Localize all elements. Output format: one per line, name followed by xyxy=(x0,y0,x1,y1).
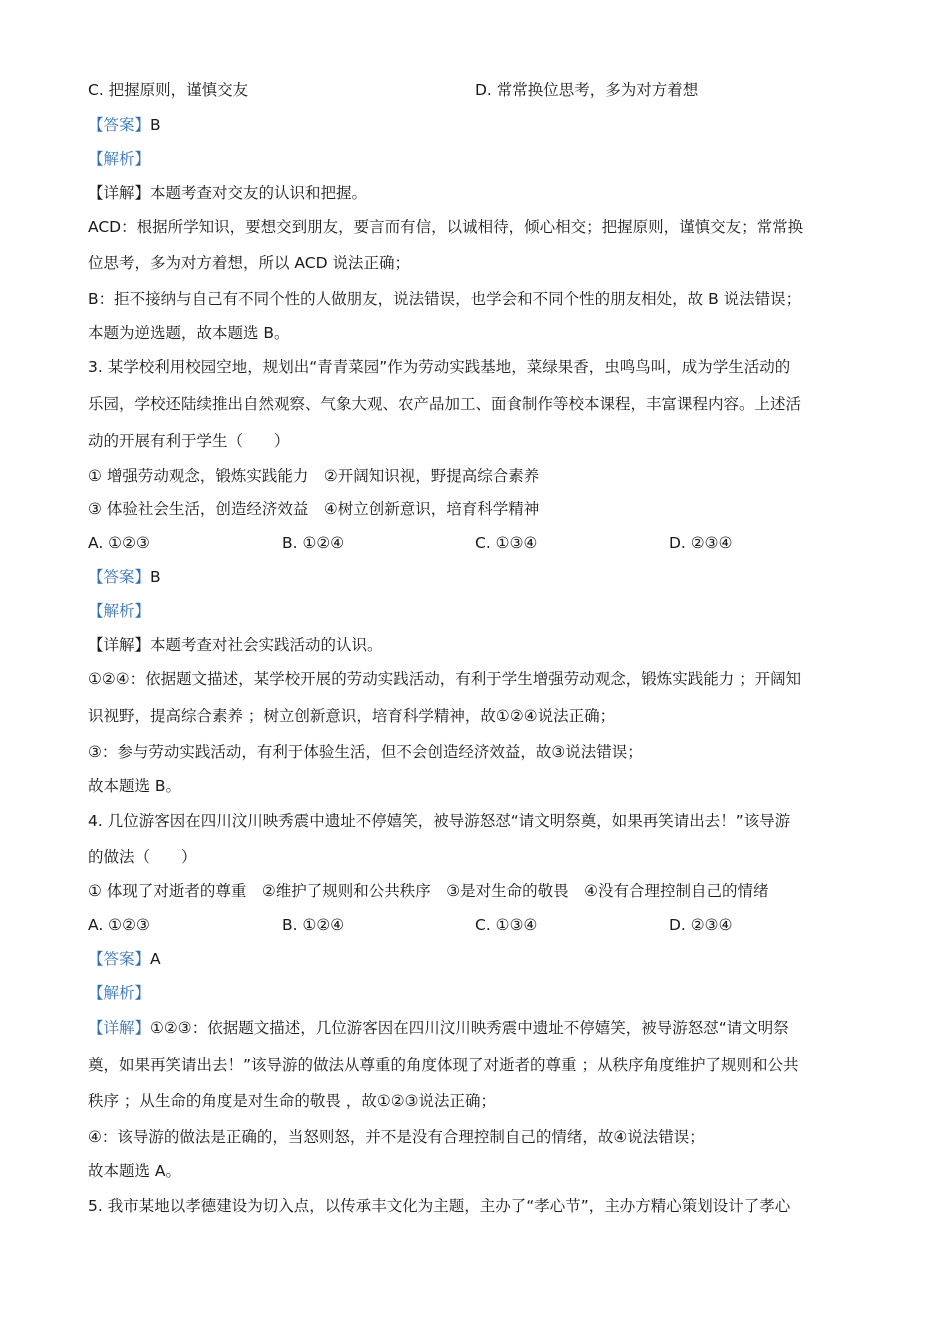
detail-tag: 【详解】 xyxy=(88,1019,151,1037)
q4-option-d: D. ②③④ xyxy=(669,916,733,934)
q4-stem-line: 4. 几位游客因在四川汶川映秀震中遗址不停嬉笑，被导游怒怼“请文明祭奠，如果再笑请出去！”该导游 xyxy=(88,812,791,830)
q3-analysis-tag: 【解析】 xyxy=(88,602,151,620)
detail-tag: 【详解】 xyxy=(88,184,151,202)
answer-tag: 【答案】 xyxy=(88,950,151,968)
q2-analysis-tag: 【解析】 xyxy=(88,150,151,168)
q2-detail-line xyxy=(88,181,367,205)
q2-explain-line: B：拒不接纳与自己有不同个性的人做朋友，说法错误，也学会和不同个性的朋友相处，故 B 说法错误； xyxy=(88,290,802,308)
q3-statement-line: ① 增强劳动观念，锻炼实践能力 ②开阔知识视，野提高综合素养 xyxy=(88,467,540,485)
answer-value: B xyxy=(150,116,161,134)
q3-stem-line: 动的开展有利于学生（ ） xyxy=(88,432,290,450)
q4-option-a: A. ①②③ xyxy=(88,916,150,934)
q2-option-d: D. 常常换位思考，多为对方着想 xyxy=(475,81,699,99)
q4-answer-line xyxy=(88,947,161,971)
q4-explain-line: 故本题选 A。 xyxy=(88,1162,182,1180)
answer-value: B xyxy=(150,568,161,586)
answer-tag: 【答案】 xyxy=(88,116,151,134)
q3-explain-line: 识视野，提高综合素养 ；树立创新意识，培育科学精神，故①②④说法正确； xyxy=(88,707,616,725)
q3-statement-line: ③ 体验社会生活，创造经济效益 ④树立创新意识，培育科学精神 xyxy=(88,500,540,518)
q4-detail-line xyxy=(88,1016,789,1040)
q2-explain-line: 本题为逆选题，故本题选 B。 xyxy=(88,324,290,342)
q4-explain-line: 秩序 ；从生命的角度是对生命的敬畏 ，故①②③说法正确； xyxy=(88,1092,497,1110)
answer-value: A xyxy=(150,950,161,968)
q3-explain-line: ③：参与劳动实践活动，有利于体验生活，但不会创造经济效益，故③说法错误； xyxy=(88,743,643,761)
detail-text: 本题考查对交友的认识和把握。 xyxy=(150,184,368,202)
detail-text: ①②③：依据题文描述，几位游客因在四川汶川映秀震中遗址不停嬉笑，被导游怒怼“请文明祭 xyxy=(150,1019,789,1037)
q3-option-a: A. ①②③ xyxy=(88,534,150,552)
q2-option-c: C. 把握原则，谨慎交友 xyxy=(88,81,249,99)
q2-explain-line: ACD：根据所学知识，要想交到朋友，要言而有信，以诚相待，倾心相交；把握原则，谨慎交友；常常换 xyxy=(88,218,804,236)
q2-answer-line xyxy=(88,113,161,137)
q3-explain-line: ①②④：依据题文描述，某学校开展的劳动实践活动，有利于学生增强劳动观念，锻炼实践能力 ；开阔知 xyxy=(88,670,802,688)
q4-stem-line: 的做法（ ） xyxy=(88,848,197,866)
detail-text: 本题考查对社会实践活动的认识。 xyxy=(150,636,383,654)
detail-tag: 【详解】 xyxy=(88,636,151,654)
q4-statement-line: ① 体现了对逝者的尊重 ②维护了规则和公共秩序 ③是对生命的敬畏 ④没有合理控制自己的情绪 xyxy=(88,882,769,900)
q5-stem-line: 5. 我市某地以孝德建设为切入点，以传承丰文化为主题，主办了“孝心节”，主办方精心策划设计了孝心 xyxy=(88,1197,791,1215)
q3-option-b: B. ①②④ xyxy=(282,534,345,552)
q3-stem-line: 3. 某学校利用校园空地，规划出“青青菜园”作为劳动实践基地，菜绿果香，虫鸣鸟叫，成为学生活动的 xyxy=(88,358,791,376)
q3-answer-line xyxy=(88,565,161,589)
q2-explain-line: 位思考，多为对方着想，所以 ACD 说法正确； xyxy=(88,254,410,272)
q4-explain-line: 奠，如果再笑请出去！”该导游的做法从尊重的角度体现了对逝者的尊重 ；从秩序角度维护了规则和公共 xyxy=(88,1056,799,1074)
q4-option-c: C. ①③④ xyxy=(475,916,538,934)
q4-option-b: B. ①②④ xyxy=(282,916,345,934)
q3-option-c: C. ①③④ xyxy=(475,534,538,552)
q3-explain-line: 故本题选 B。 xyxy=(88,777,182,795)
q3-option-d: D. ②③④ xyxy=(669,534,733,552)
q4-analysis-tag: 【解析】 xyxy=(88,984,151,1002)
q3-stem-line: 乐园，学校还陆续推出自然观察、气象大观、农产品加工、面食制作等校本课程，丰富课程内容。上述活 xyxy=(88,395,802,413)
q3-detail-line xyxy=(88,633,383,657)
q4-explain-line: ④：该导游的做法是正确的，当怒则怒，并不是没有合理控制自己的情绪，故④说法错误； xyxy=(88,1128,705,1146)
answer-tag: 【答案】 xyxy=(88,568,151,586)
